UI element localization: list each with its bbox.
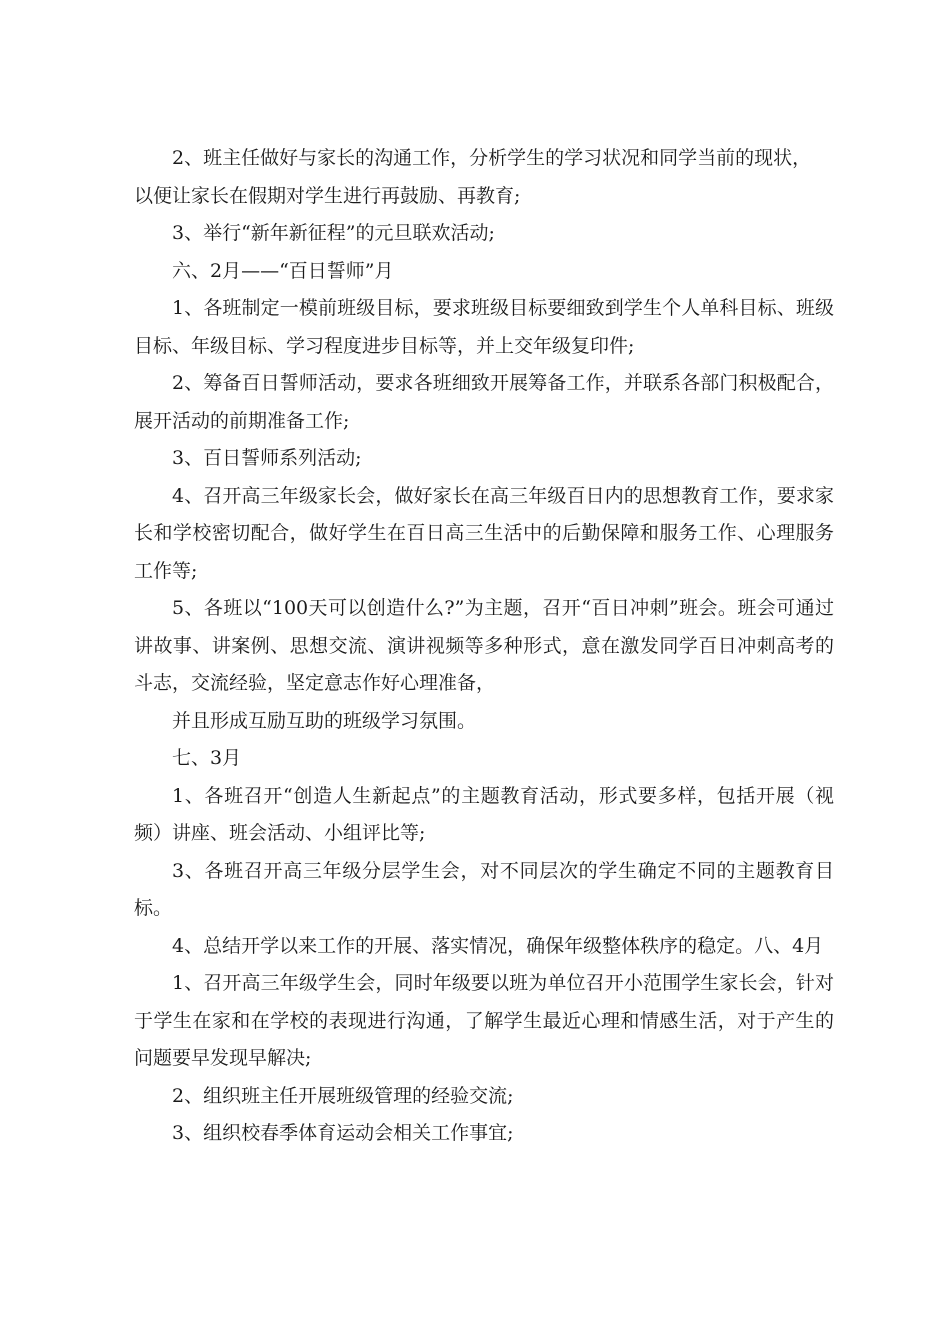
document-body (134, 140, 834, 1153)
paragraph: 4、总结开学以来工作的开展、落实情况，确保年级整体秩序的稳定。八、4月 (172, 934, 824, 957)
paragraph: 1、召开高三年级学生会，同时年级要以班为单位召开小范围学生家长会，针对于学生在家和在学校的表现进行沟通，了解学生最近心理和情感生活，对于产生的问题要早发现早解决; (134, 972, 834, 1069)
paragraph: 3、举行“新年新征程”的元旦联欢活动; (172, 222, 495, 244)
paragraph: 2、筹备百日誓师活动，要求各班细致开展筹备工作，并联系各部门积极配合，展开活动的前期准备工作; (134, 372, 834, 432)
paragraph: 4、召开高三年级家长会，做好家长在高三年级百日内的思想教育工作，要求家长和学校密切配合，做好学生在百日高三生活中的后勤保障和服务工作、心理服务工作等; (134, 484, 834, 582)
paragraph: 1、各班制定一模前班级目标，要求班级目标要细致到学生个人单科目标、班级目标、年级目标、学习程度进步目标等，并上交年级复印件; (134, 297, 834, 357)
paragraph: 并且形成互励互助的班级学习氛围。 (172, 709, 477, 732)
paragraph: 以便让家长在假期对学生进行再鼓励、再教育; (134, 184, 521, 207)
section-heading: 七、3月 (172, 747, 242, 769)
paragraph: 3、各班召开高三年级分层学生会，对不同层次的学生确定不同的主题教育目标。 (134, 859, 834, 919)
paragraph: 1、各班召开“创造人生新起点”的主题教育活动，形式要多样，包括开展（视频）讲座、班会活动、小组评比等; (134, 784, 834, 844)
paragraph: 3、组织校春季体育运动会相关工作事宜; (172, 1122, 514, 1144)
paragraph: 2、组织班主任开展班级管理的经验交流; (172, 1084, 514, 1107)
paragraph: 3、百日誓师系列活动; (172, 447, 362, 469)
paragraph: 2、班主任做好与家长的沟通工作，分析学生的学习状况和同学当前的现状， (172, 147, 812, 169)
section-heading: 六、2月——“百日誓师”月 (172, 259, 394, 282)
paragraph: 5、各班以“100天可以创造什么?”为主题，召开“百日冲刺”班会。班会可通过讲故事、讲案例、思想交流、演讲视频等多种形式，意在激发同学百日冲刺高考的斗志，交流经验，坚定意志作好心理准备， (134, 597, 834, 694)
